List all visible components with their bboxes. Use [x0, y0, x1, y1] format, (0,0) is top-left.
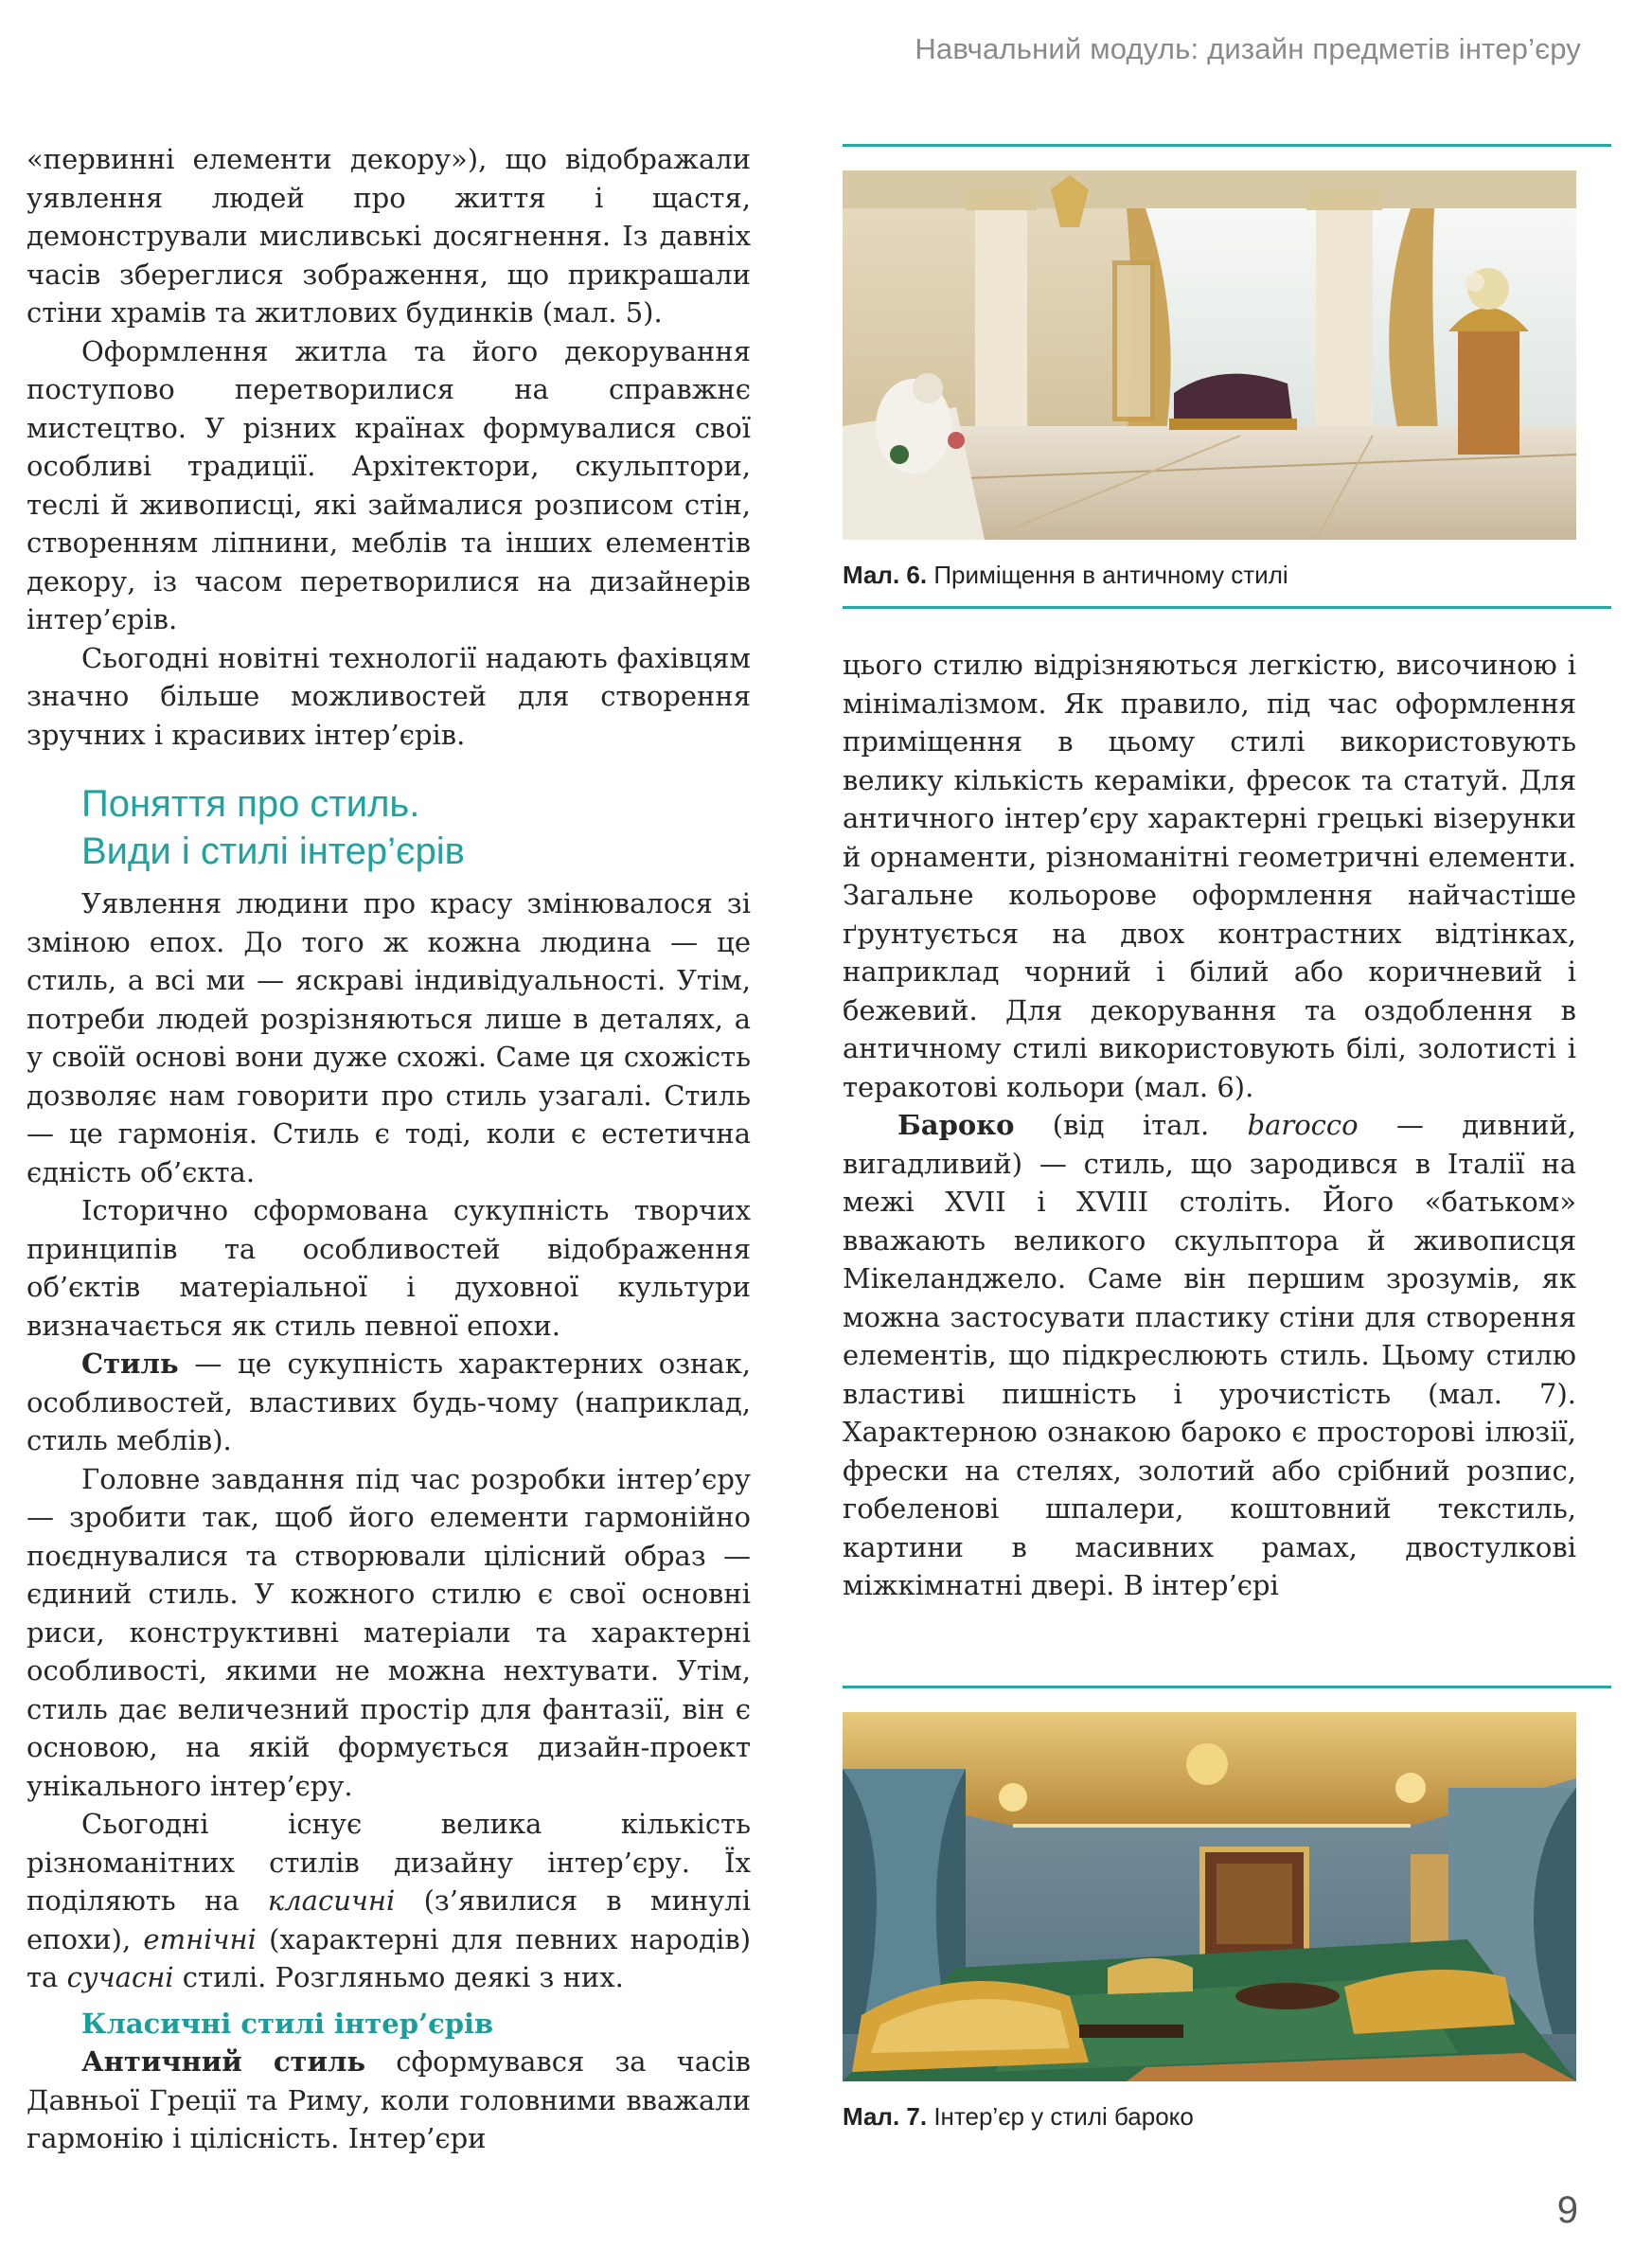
figure-7-caption [843, 2102, 1194, 2132]
term-antique: Античний стиль [81, 2045, 366, 2078]
text-run: Сьогодні існує велика кількість різноманітних стилів дизайну інтер’єру. Їх поділяють на [27, 1808, 751, 1917]
baroque-interior-illustration [843, 1712, 1576, 2081]
text-run: сформувався за часів Давньої Греції та Риму, коли головними вважали гармонію і цілісність. Інтер’єри [27, 2045, 751, 2154]
emphasis-ethnic: етнічні [143, 1922, 257, 1955]
text-run: стилі. Розгляньмо деякі з них. [173, 1961, 624, 1993]
paragraph: Уявлення людини про красу змінювалося зі зміною епох. До того ж кожна людина — це стиль, а всі ми — яскраві індивідуальності. Утім, потреби людей розрізняються лише в деталях, а у своїй основі вони дуже схожі. Саме ця схожість дозволяє нам говорити про стиль узагалі. Стиль — це гармонія. Стиль є тоді, коли є естетична єдність об’єкта. [27, 887, 751, 1188]
antique-interior-illustration [843, 170, 1576, 540]
paragraph: Історично сформована сукупність творчих принципів та особливостей відображення об’єктів матеріальної і духовної культури визначається як стиль певної епохи. [27, 1194, 751, 1342]
paragraph [27, 2043, 751, 2158]
paragraph: Сьогодні новітні технології надають фахівцям значно більше можливостей для створення зручних і красивих інтер’єрів. [27, 641, 751, 751]
figure-6-label: Мал. 6. [843, 561, 928, 589]
text-run: (з’явилися в минулі епохи), [27, 1884, 751, 1955]
subsection-title: Класичні стилі інтер’єрів [81, 2007, 494, 2040]
section-title [81, 780, 751, 875]
paragraph: цього стилю відрізняються легкістю, височиною і мінімалізмом. Як правило, під час оформлення приміщення в цьому стилі використовують велику кількість кераміки, фресок та статуй. Для античного інтер’єру характерні грецькі візерунки й орнаменти, різноманітні геометричні елементи. Загальне кольорове оформлення найчастіше ґрунтується на двох контрастних відтінках, наприклад чорний і білий або коричневий і бежевий. Для декорування та оздоблення в античному стилі використовують білі, золотисті і теракотові кольори (мал. 6). [843, 649, 1576, 1103]
right-column [843, 646, 1576, 1605]
paragraph: «первинні елементи декору»), що відображали уявлення людей про життя і щастя, демонстрували мисливські досягнення. Із давніх часів збереглися зображення, що прикрашали стіни храмів та житлових будинків (мал. 5). [27, 143, 751, 329]
page-number: 9 [1556, 2189, 1578, 2231]
paragraph: Оформлення житла та його декорування поступово перетворилися на справжнє мистецтво. У різних країнах формувалися свої особливі традиції. Архітектори, скульптори, теслі й живописці, які займалися розписом стін, створенням ліпнини, меблів та інших елементів декору, із часом перетворилися на дизайнерів інтер’єрів. [27, 334, 751, 635]
figure-6-bottom-rule [843, 606, 1611, 609]
section-title-line-2: Види і стилі інтер’єрів [81, 830, 465, 872]
paragraph [27, 1805, 751, 1997]
figure-6-caption [843, 561, 1288, 590]
figure-7-label: Мал. 7. [843, 2102, 928, 2131]
figure-6-text: Приміщення в античному стилі [927, 561, 1288, 589]
figure-7-text: Інтер’єр у стилі бароко [927, 2102, 1194, 2131]
paragraph: Головне завдання під час розробки інтер’єру — зробити так, щоб його елементи гармонійно поєднувалися та створювали цілісний образ — єдиний стиль. У кожного стилю є свої основні риси, конструктивні матеріали та характерні особливості, якими не можна нехтувати. Утім, стиль дає величезний простір для фантазії, він є основою, на якій формується дизайн-проект унікального інтер’єру. [27, 1462, 751, 1802]
figure-6-top-rule [843, 144, 1611, 147]
figure-6-image [843, 170, 1576, 540]
paragraph [27, 1345, 751, 1460]
emphasis-classic: класичні [267, 1884, 396, 1917]
definition-text: — це сукупність характерних ознак, особливостей, властивих будь-чому (наприклад, стиль меблів). [27, 1348, 751, 1456]
text-run: (від італ. [1014, 1109, 1248, 1141]
term-baroque: Бароко [897, 1109, 1015, 1141]
emphasis-modern: сучасні [66, 1961, 174, 1993]
left-column [27, 140, 751, 2158]
term-style: Стиль [81, 1348, 179, 1380]
figure-7-image [843, 1712, 1576, 2081]
paragraph [843, 1106, 1576, 1605]
section-title-line-1: Поняття про стиль. [81, 783, 420, 825]
running-head: Навчальний модуль: дизайн предметів інтер’єру [915, 32, 1581, 65]
emphasis-barocco: barocco [1247, 1109, 1359, 1141]
text-run: (характерні для певних народів) та [27, 1922, 752, 1993]
figure-7-top-rule [843, 1686, 1611, 1688]
text-run: — дивний, вигадливий) — стиль, що зародився в Італії на межі XVII і XVIII століть. Його «батьком» вважають великого скульптора й живописця Мікеланджело. Саме він першим зрозумів, як можна застосувати пластику стіни для створення елементів, що підкреслюють стиль. Цьому стилю властиві пишність і урочистість (мал. 7). Характерною ознакою бароко є просторові ілюзії, фрески на стелях, золотий або срібний розпис, гобеленові шпалери, коштовний текстиль, картини в масивних рамах, двостулкові міжкімнатні двері. В інтер’єрі [843, 1109, 1576, 1601]
